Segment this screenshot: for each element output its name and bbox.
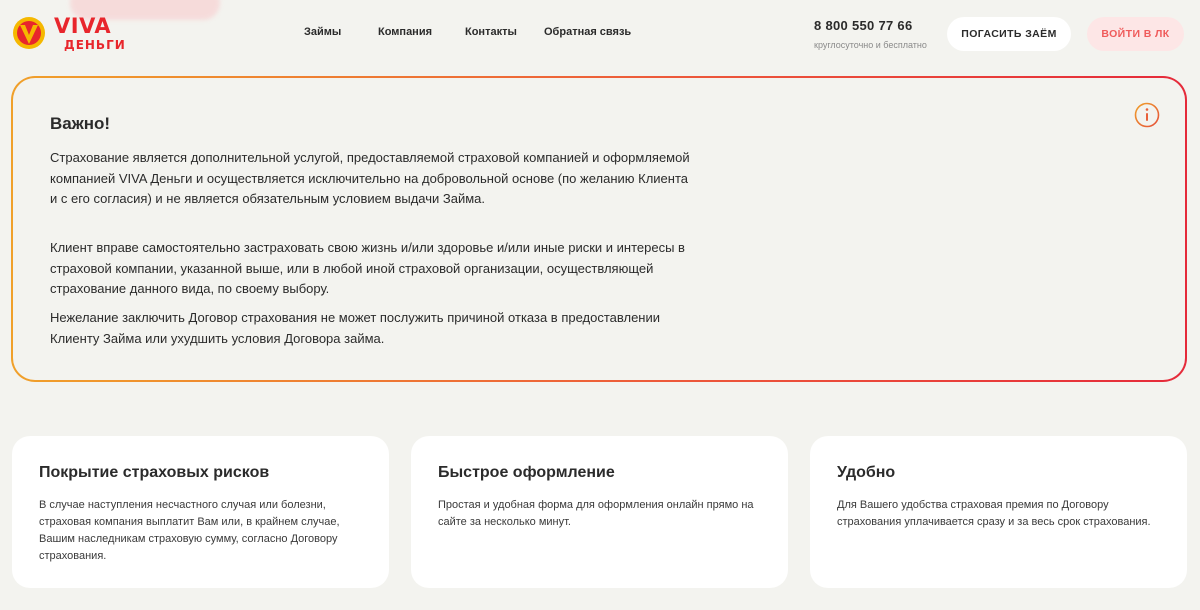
notice-paragraph: Страхование является дополнительной услугой, предоставляемой страховой компанией и оформляемой компанией VIVA Деньги и осуществляется исключительно на добровольной основе (по желанию Клиента и с его согласия) и не является обязательным условием выдачи Займа. (50, 150, 690, 206)
phone-note: круглосуточно и бесплатно (814, 40, 927, 50)
feature-text: Для Вашего удобства страховая премия по Договору страхования уплачивается сразу и за весь срок страхования. (837, 499, 1151, 528)
important-notice (11, 76, 1187, 382)
feature-title: Удобно (837, 464, 896, 481)
site-header (0, 0, 1200, 68)
notice-paragraph: Клиент вправе самостоятельно застраховать свою жизнь и/или здоровье и/или иные риски и интересы в страховой компании, указанной выше, или в любой иной страховой организации, осуществляющей страхование данного вида, по своему выбору. (50, 240, 685, 296)
feature-title: Быстрое оформление (438, 464, 615, 481)
feature-card-risk-coverage (12, 436, 389, 588)
nav-item-loans[interactable]: Займы (304, 26, 342, 38)
repay-loan-button[interactable]: ПОГАСИТЬ ЗАЁМ (947, 17, 1071, 51)
contact-block (814, 18, 927, 50)
phone-number[interactable]: 8 800 550 77 66 (814, 18, 913, 33)
brand-logo[interactable] (12, 12, 132, 54)
login-account-button[interactable]: ВОЙТИ В ЛК (1087, 17, 1184, 51)
notice-paragraph: Нежелание заключить Договор страхования не может послужить причиной отказа в предоставлении Клиенту Займа или ухудшить условия Договора займа. (50, 310, 661, 346)
feature-card-convenient (810, 436, 1187, 588)
logo-text-dengi: ДЕНЬГИ (64, 38, 126, 52)
feature-card-fast-registration (411, 436, 788, 588)
notice-title: Важно! (50, 114, 111, 133)
nav-item-feedback[interactable]: Обратная связь (544, 26, 632, 38)
logo-mark-icon (12, 16, 46, 50)
feature-title: Покрытие страховых рисков (39, 464, 270, 481)
nav-item-company[interactable]: Компания (378, 26, 433, 38)
info-icon[interactable] (1134, 102, 1160, 128)
nav-item-contacts[interactable]: Контакты (465, 26, 517, 38)
feature-text: В случае наступления несчастного случая или болезни, страховая компания выплатит Вам или, в крайнем случае, Вашим наследникам страховую сумму, согласно Договору страхования. (39, 499, 340, 562)
logo-text-viva: VIVA (54, 14, 112, 38)
feature-text: Простая и удобная форма для оформления онлайн прямо на сайте за несколько минут. (438, 499, 754, 528)
notice-body (13, 78, 1185, 380)
